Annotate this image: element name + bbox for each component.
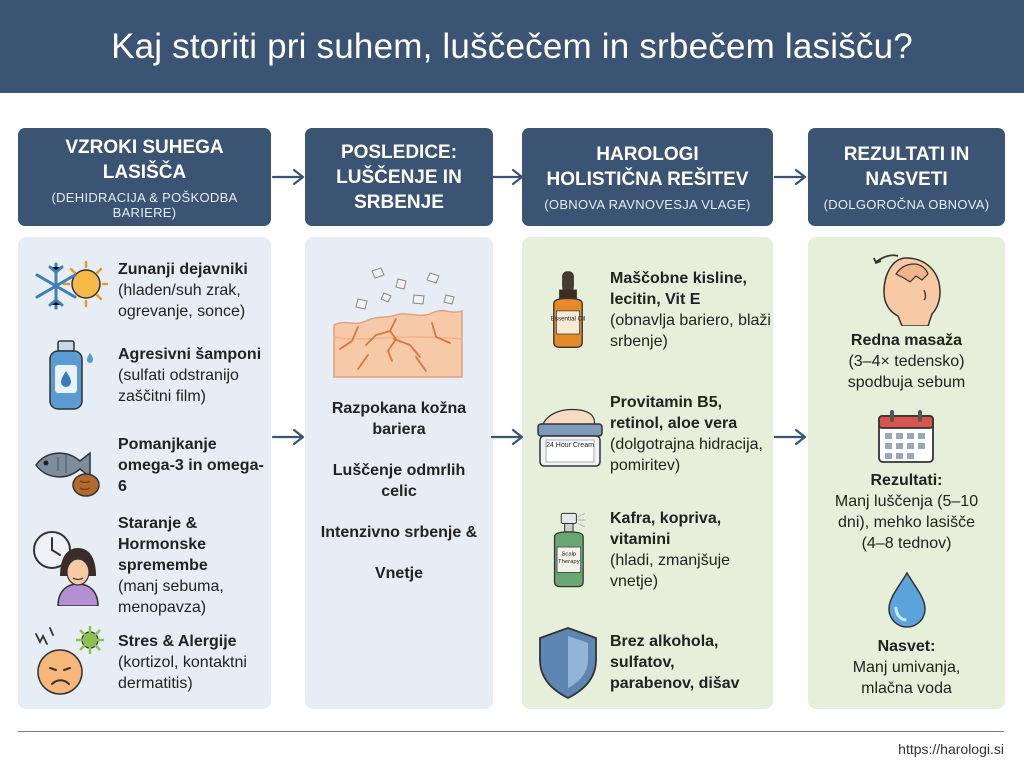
header-causes <box>18 128 271 226</box>
solution-title: Brez alkohola, sulfatov, parabenov, dišav <box>610 632 740 692</box>
scalp-massage-icon <box>866 248 948 326</box>
solution-detail: (hladi, zmanjšuje vnetje) <box>610 552 731 590</box>
result-outcome <box>808 470 1005 554</box>
header-results-subtitle: (DOLGOROČNA OBNOVA) <box>823 197 990 212</box>
solution-item-free-from <box>528 622 773 702</box>
header-solution <box>522 128 773 226</box>
arrow-right-icon <box>272 167 306 187</box>
consequence-item: Luščenje odmrlih celic <box>332 462 466 500</box>
cause-item-external <box>28 250 268 330</box>
consequence-item: Intenzivno srbenje & <box>320 524 478 541</box>
title-banner <box>0 0 1024 93</box>
arrow-right-icon <box>491 427 525 447</box>
arrow-right-icon <box>272 427 306 447</box>
cause-item-stress <box>28 622 268 702</box>
result-detail: Manj luščenja (5–10 dni), mehko lasišče (4–8 tednov) <box>834 493 979 552</box>
oil-label-text: Essential Oil <box>550 315 586 323</box>
header-consequences <box>305 128 493 226</box>
arrow-right-icon <box>774 167 808 187</box>
solution-detail: (obnavlja bariero, blaži srbenje) <box>610 312 771 350</box>
footer-divider <box>18 731 1004 732</box>
cause-title: Staranje & Hormonske spremembe <box>118 515 208 574</box>
fish-nut-icon <box>28 425 108 505</box>
cause-detail: (hladen/suh zrak, ogrevanje, sonce) <box>118 281 246 320</box>
clock-woman-icon <box>28 526 108 606</box>
header-causes-title: VZROKI SUHEGA LASIŠČA <box>65 136 224 183</box>
cause-detail: (manj sebuma, menopavza) <box>118 578 224 616</box>
water-drop-icon <box>884 570 930 630</box>
cream-jar-icon <box>528 394 608 474</box>
consequence-list <box>305 398 493 584</box>
result-tip <box>808 636 1005 699</box>
footer-url[interactable]: https://harologi.si <box>898 741 1004 757</box>
shampoo-bottle-icon <box>28 335 108 415</box>
stressed-face-icon <box>28 622 108 702</box>
result-title: Rezultati: <box>870 472 943 489</box>
calendar-icon <box>876 408 936 466</box>
result-massage <box>808 330 1005 393</box>
header-solution-title: HAROLOGI HOLISTIČNA REŠITEV <box>546 144 749 190</box>
cause-title: Agresivni šamponi <box>118 345 262 363</box>
spray-label-text: Scalp Therapy <box>558 551 580 565</box>
snowflake-sun-icon <box>28 250 108 330</box>
header-solution-subtitle: (OBNOVA RAVNOVESJA VLAGE) <box>544 197 751 212</box>
consequence-item: Vnetje <box>374 565 423 582</box>
cause-item-shampoo <box>28 335 268 415</box>
arrow-right-icon <box>774 427 808 447</box>
result-detail: (3–4× tedensko) spodbuja sebum <box>847 353 966 391</box>
solution-item-herbal <box>528 508 773 592</box>
solution-detail: (dolgotrajna hidracija, pomiritev) <box>610 436 763 474</box>
cracked-skin-icon <box>328 265 468 380</box>
cause-title: Stres & Alergije <box>118 632 237 650</box>
cause-item-omega <box>28 425 268 505</box>
solution-item-oils <box>528 268 773 352</box>
spray-bottle-icon <box>528 510 608 590</box>
solution-title: Provitamin B5, retinol, aloe vera <box>610 394 738 432</box>
page-title: Kaj storiti pri suhem, luščečem in srbečem lasišču? <box>111 26 913 66</box>
cream-label-text: 24 Hour Cream <box>546 442 594 449</box>
header-results <box>808 128 1005 226</box>
cause-detail: (sulfati odstranijo zaščitni film) <box>118 366 239 405</box>
cause-item-aging <box>28 513 268 618</box>
cause-detail: (kortizol, kontaktni dermatitis) <box>118 653 247 692</box>
essential-oil-bottle-icon <box>528 270 608 350</box>
cause-title: Zunanji dejavniki <box>118 260 248 278</box>
cause-title: Pomanjkanje omega-3 in omega-6 <box>118 435 264 495</box>
arrow-right-icon <box>491 167 525 187</box>
solution-item-cream <box>528 392 773 476</box>
solution-title: Kafra, kopriva, vitamini <box>610 510 722 548</box>
header-results-title: REZULTATI IN NASVETI <box>843 144 970 190</box>
header-causes-subtitle: (DEHIDRACIJA & POŠKODBA BARIERE) <box>51 189 238 220</box>
result-detail: Manj umivanja, mlačna voda <box>852 659 961 697</box>
result-title: Nasvet: <box>877 638 936 655</box>
header-consequences-title: POSLEDICE: LUŠČENJE IN SRBENJE <box>336 141 462 213</box>
shield-icon <box>528 622 608 702</box>
consequence-item: Razpokana kožna bariera <box>331 400 467 438</box>
result-title: Redna masaža <box>850 332 963 349</box>
solution-title: Maščobne kisline, lecitin, Vit E <box>610 270 747 308</box>
